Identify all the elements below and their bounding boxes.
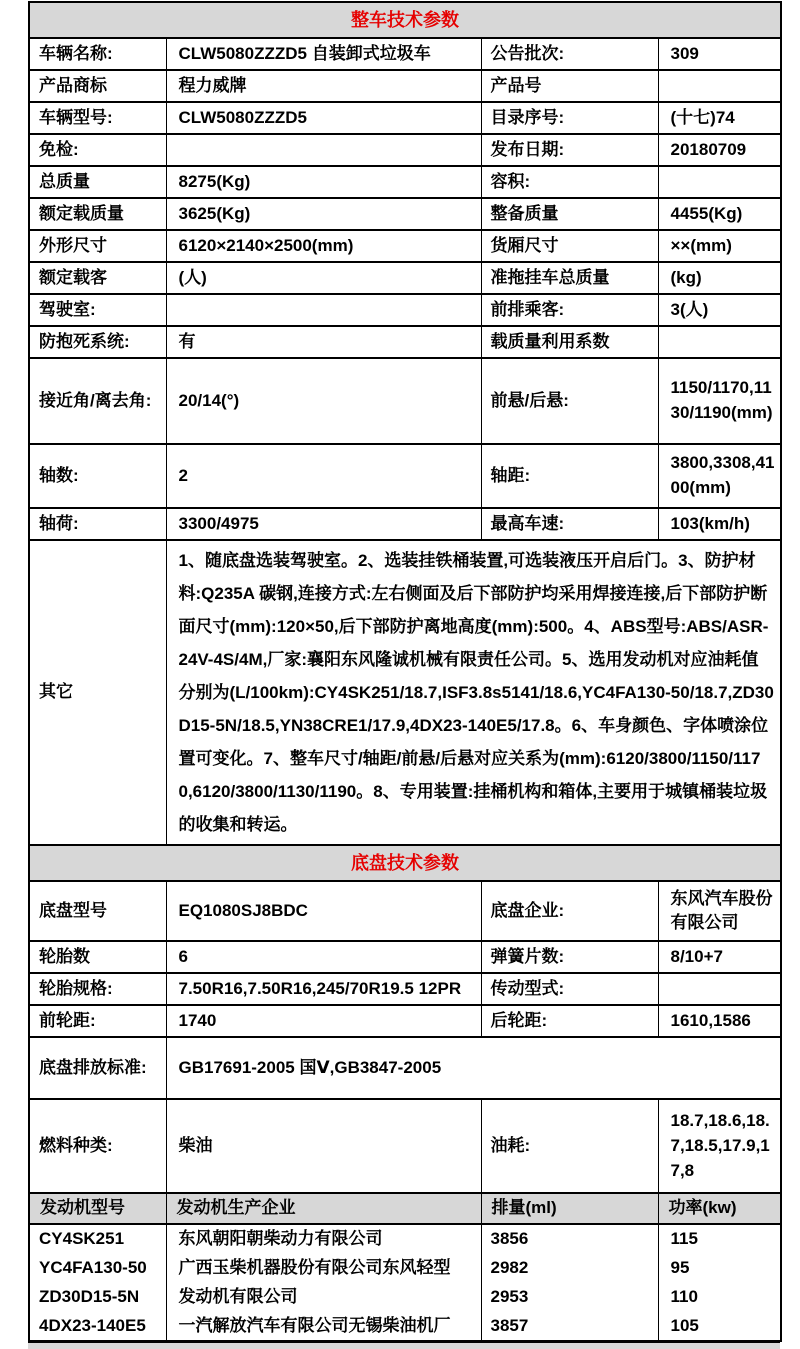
row-axle-count-value-1: 2 xyxy=(166,444,481,508)
engine-row-1 xyxy=(29,1224,781,1254)
engine-row-3-cell-3: 110 xyxy=(658,1283,781,1312)
engine-row-1-cell-1: 东风朝阳朝柴动力有限公司 xyxy=(166,1224,481,1254)
row-vehicle-name-label-0: 车辆名称: xyxy=(29,38,166,70)
row-other xyxy=(29,540,781,845)
section-vehicle-title: 整车技术参数 xyxy=(29,2,781,38)
row-front-track-label-0: 前轮距: xyxy=(29,1005,166,1037)
row-axle-count-value-3: 3800,3308,4100(mm) xyxy=(658,444,781,508)
row-inspection-exempt-value-1 xyxy=(166,134,481,166)
row-rated-load xyxy=(29,198,781,230)
row-axle-load-label-0: 轴荷: xyxy=(29,508,166,540)
row-tire-count xyxy=(29,941,781,973)
row-axle-count-label-2: 轴距: xyxy=(481,444,658,508)
row-vehicle-model-label-2: 目录序号: xyxy=(481,102,658,134)
row-product-brand-value-3 xyxy=(658,70,781,102)
row-vehicle-name xyxy=(29,38,781,70)
row-front-track-value-3: 1610,1586 xyxy=(658,1005,781,1037)
row-tire-count-value-3: 8/10+7 xyxy=(658,941,781,973)
engine-row-3-cell-0: ZD30D15-5N xyxy=(29,1283,166,1312)
row-tire-count-label-0: 轮胎数 xyxy=(29,941,166,973)
row-vehicle-name-value-3: 309 xyxy=(658,38,781,70)
row-rated-passengers-value-1: (人) xyxy=(166,262,481,294)
row-rated-load-label-0: 额定载质量 xyxy=(29,198,166,230)
row-rated-passengers-value-3: (kg) xyxy=(658,262,781,294)
row-rated-load-label-2: 整备质量 xyxy=(481,198,658,230)
row-fuel-type-value-1: 柴油 xyxy=(166,1099,481,1193)
row-rated-passengers-label-2: 准拖挂车总质量 xyxy=(481,262,658,294)
engine-row-4-cell-0: 4DX23-140E5 xyxy=(29,1312,166,1342)
row-tire-spec-label-2: 传动型式: xyxy=(481,973,658,1005)
row-rated-load-value-3: 4455(Kg) xyxy=(658,198,781,230)
engine-row-2-cell-2: 2982 xyxy=(481,1254,658,1283)
engine-header-col-0: 发动机型号 xyxy=(29,1193,166,1224)
row-front-track-value-1: 1740 xyxy=(166,1005,481,1037)
row-product-brand-label-0: 产品商标 xyxy=(29,70,166,102)
row-cab-value-3: 3(人) xyxy=(658,294,781,326)
row-cab-value-1 xyxy=(166,294,481,326)
row-total-mass-value-1: 8275(Kg) xyxy=(166,166,481,198)
engine-row-4-cell-2: 3857 xyxy=(481,1312,658,1342)
row-approach-angle-value-3: 1150/1170,1130/1190(mm) xyxy=(658,358,781,444)
row-approach-angle-label-2: 前悬/后悬: xyxy=(481,358,658,444)
engine-header xyxy=(29,1193,781,1224)
row-axle-load xyxy=(29,508,781,540)
row-inspection-exempt xyxy=(29,134,781,166)
row-vehicle-model xyxy=(29,102,781,134)
row-chassis-model-label-2: 底盘企业: xyxy=(481,881,658,941)
row-inspection-exempt-label-0: 免检: xyxy=(29,134,166,166)
row-tire-spec-label-0: 轮胎规格: xyxy=(29,973,166,1005)
row-cab xyxy=(29,294,781,326)
spec-table xyxy=(28,1,782,1342)
row-chassis-model xyxy=(29,881,781,941)
engine-row-2 xyxy=(29,1254,781,1283)
row-dimensions-label-0: 外形尺寸 xyxy=(29,230,166,262)
row-total-mass-value-3 xyxy=(658,166,781,198)
row-front-track xyxy=(29,1005,781,1037)
row-tire-spec-value-1: 7.50R16,7.50R16,245/70R19.5 12PR xyxy=(166,973,481,1005)
row-vehicle-model-value-1: CLW5080ZZZD5 xyxy=(166,102,481,134)
row-cab-label-2: 前排乘客: xyxy=(481,294,658,326)
row-vehicle-name-value-1: CLW5080ZZZD5 自装卸式垃圾车 xyxy=(166,38,481,70)
engine-header-col-3: 功率(kw) xyxy=(658,1193,781,1224)
row-chassis-model-label-0: 底盘型号 xyxy=(29,881,166,941)
row-tire-spec xyxy=(29,973,781,1005)
row-inspection-exempt-value-3: 20180709 xyxy=(658,134,781,166)
engine-row-4-cell-3: 105 xyxy=(658,1312,781,1342)
row-abs-value-3 xyxy=(658,326,781,358)
row-chassis-model-value-1: EQ1080SJ8BDC xyxy=(166,881,481,941)
engine-row-1-cell-3: 115 xyxy=(658,1224,781,1254)
row-axle-load-value-3: 103(km/h) xyxy=(658,508,781,540)
row-fuel-type-label-2: 油耗: xyxy=(481,1099,658,1193)
row-abs-label-2: 载质量利用系数 xyxy=(481,326,658,358)
engine-row-3-cell-2: 2953 xyxy=(481,1283,658,1312)
row-emission-standard xyxy=(29,1037,781,1099)
row-product-brand-value-1: 程力威牌 xyxy=(166,70,481,102)
row-product-brand-label-2: 产品号 xyxy=(481,70,658,102)
row-other-label: 其它 xyxy=(29,540,166,845)
engine-row-1-cell-0: CY4SK251 xyxy=(29,1224,166,1254)
section-vehicle xyxy=(29,2,781,38)
row-total-mass-label-0: 总质量 xyxy=(29,166,166,198)
row-dimensions-label-2: 货厢尺寸 xyxy=(481,230,658,262)
row-dimensions-value-3: ××(mm) xyxy=(658,230,781,262)
row-approach-angle xyxy=(29,358,781,444)
row-approach-angle-label-0: 接近角/离去角: xyxy=(29,358,166,444)
engine-header-col-2: 排量(ml) xyxy=(481,1193,658,1224)
row-rated-passengers xyxy=(29,262,781,294)
row-rated-load-value-1: 3625(Kg) xyxy=(166,198,481,230)
row-front-track-label-2: 后轮距: xyxy=(481,1005,658,1037)
row-vehicle-model-label-0: 车辆型号: xyxy=(29,102,166,134)
row-tire-spec-value-3 xyxy=(658,973,781,1005)
row-fuel-type-value-3: 18.7,18.6,18.7,18.5,17.9,17,8 xyxy=(658,1099,781,1193)
row-emission-standard-label: 底盘排放标准: xyxy=(29,1037,166,1099)
row-rated-passengers-label-0: 额定载客 xyxy=(29,262,166,294)
row-total-mass-label-2: 容积: xyxy=(481,166,658,198)
section-chassis-title: 底盘技术参数 xyxy=(29,845,781,881)
row-cab-label-0: 驾驶室: xyxy=(29,294,166,326)
row-tire-count-value-1: 6 xyxy=(166,941,481,973)
engine-row-3 xyxy=(29,1283,781,1312)
row-axle-load-value-1: 3300/4975 xyxy=(166,508,481,540)
row-inspection-exempt-label-2: 发布日期: xyxy=(481,134,658,166)
row-dimensions-value-1: 6120×2140×2500(mm) xyxy=(166,230,481,262)
engine-row-4 xyxy=(29,1312,781,1342)
row-vehicle-model-value-3: (十七)74 xyxy=(658,102,781,134)
engine-row-2-cell-3: 95 xyxy=(658,1254,781,1283)
row-chassis-model-value-3: 东风汽车股份有限公司 xyxy=(658,881,781,941)
spec-table-body xyxy=(29,2,781,1341)
row-emission-standard-value: GB17691-2005 国Ⅴ,GB3847-2005 xyxy=(166,1037,781,1099)
row-axle-load-label-2: 最高车速: xyxy=(481,508,658,540)
next-section-cutoff xyxy=(28,1342,780,1349)
row-vehicle-name-label-2: 公告批次: xyxy=(481,38,658,70)
row-approach-angle-value-1: 20/14(°) xyxy=(166,358,481,444)
row-abs xyxy=(29,326,781,358)
row-other-value: 1、随底盘选装驾驶室。2、选装挂铁桶装置,可选装液压开启后门。3、防护材料:Q235A 碳钢,连接方式:左右侧面及后下部防护均采用焊接连接,后下部防护断面尺寸(mm):120×50,后下部防护离地高度(mm):500。4、ABS型号:ABS/ASR-24V-4S/4M,厂家:襄阳东风隆诚机械有限责任公司。5、选用发动机对应油耗值分别为(L/100km):CY4SK251/18.7,ISF3.8s5141/18.6,YC4FA130-50/18.7,ZD30D15-5N/18.5,YN38CRE1/17.9,4DX23-140E5/17.8。6、车身颜色、字体喷涂位置可变化。7、整车尺寸/轴距/前悬/后悬对应关系为(mm):6120/3800/1150/1170,6120/3800/1130/1190。8、专用装置:挂桶机构和箱体,主要用于城镇桶装垃圾的收集和转运。 xyxy=(166,540,781,845)
engine-row-3-cell-1: 发动机有限公司 xyxy=(166,1283,481,1312)
row-total-mass xyxy=(29,166,781,198)
engine-header-col-1: 发动机生产企业 xyxy=(166,1193,481,1224)
engine-row-1-cell-2: 3856 xyxy=(481,1224,658,1254)
row-tire-count-label-2: 弹簧片数: xyxy=(481,941,658,973)
section-chassis xyxy=(29,845,781,881)
row-dimensions xyxy=(29,230,781,262)
row-abs-value-1: 有 xyxy=(166,326,481,358)
engine-row-4-cell-1: 一汽解放汽车有限公司无锡柴油机厂 xyxy=(166,1312,481,1342)
row-axle-count-label-0: 轴数: xyxy=(29,444,166,508)
row-fuel-type xyxy=(29,1099,781,1193)
engine-row-2-cell-0: YC4FA130-50 xyxy=(29,1254,166,1283)
engine-row-2-cell-1: 广西玉柴机器股份有限公司东风轻型 xyxy=(166,1254,481,1283)
row-fuel-type-label-0: 燃料种类: xyxy=(29,1099,166,1193)
row-product-brand xyxy=(29,70,781,102)
row-axle-count xyxy=(29,444,781,508)
row-abs-label-0: 防抱死系统: xyxy=(29,326,166,358)
